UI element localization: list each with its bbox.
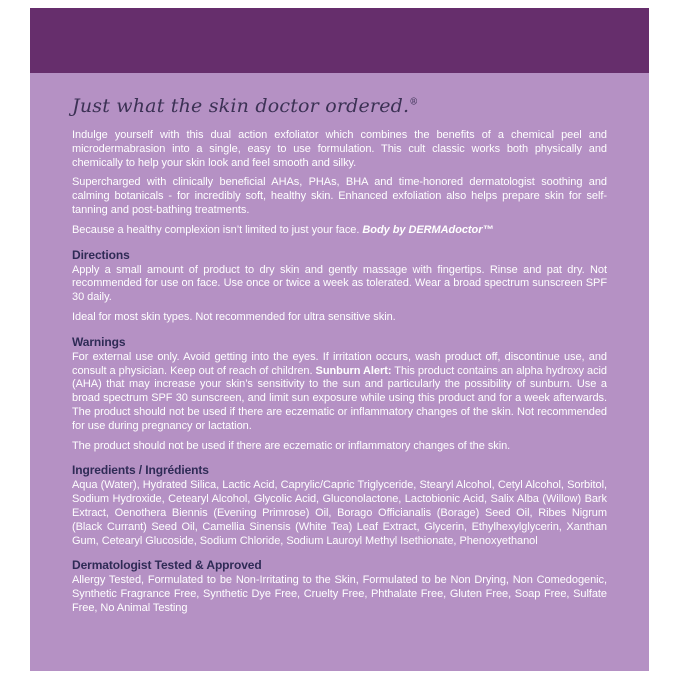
top-band bbox=[30, 8, 649, 73]
ingredients-list: Aqua (Water), Hydrated Silica, Lactic Acid, Caprylic/Capric Triglyceride, Stearyl Alcohol, Cetyl Alcohol, Sorbitol, Sodium Hydroxide, Cetearyl Alcohol, Glycolic Acid, Gluconolactone, Lactobionic Acid, Salix Alba (Willow) Bark Extract, Oenothera Biennis (Evening Primrose) Oil, Borago Officianalis (Borage) Seed Oil, Ribes Nigrum (Black Currant) Seed Oil, Camellia Sinensis (White Tea) Leaf Extract, Glycerin, Ethylhexylglycerin, Xanthan Gum, Cetearyl Glucoside, Sodium Chloride, Sodium Lauroyl Methyl Isethionate, Phenoxyethanol bbox=[72, 479, 607, 547]
warnings-text-before-alert: For external use only. Avoid getting into the eyes. If irritation occurs, wash product off, discontinue use, and consult a physician. Keep out of reach of children. bbox=[72, 350, 607, 377]
brand-name: Body by DERMAdoctor™ bbox=[362, 223, 494, 236]
dermatologist-tested-heading: Dermatologist Tested & Approved bbox=[72, 558, 262, 573]
ingredients-heading: Ingredients / Ingrédients bbox=[72, 463, 209, 478]
warnings-extra-paragraph: The product should not be used if there are eczematic or inflammatory changes of the skin. bbox=[72, 439, 511, 452]
registered-trademark-symbol: ® bbox=[409, 97, 419, 108]
directions-heading: Directions bbox=[72, 247, 130, 262]
label-panel bbox=[30, 73, 649, 671]
tagline-text: Just what the skin doctor ordered. bbox=[72, 95, 410, 117]
intro-paragraph-1: Indulge yourself with this dual action exfoliator which combines the benefits of a chemical peel and microdermabrasion into a single, easy to use formulation. This cult classic works both physically and chemically to help your skin look and feel smooth and silky. bbox=[72, 129, 607, 169]
directions-paragraph-2: Ideal for most skin types. Not recommended for ultra sensitive skin. bbox=[72, 310, 396, 323]
warnings-heading: Warnings bbox=[72, 334, 126, 349]
brand-line bbox=[72, 224, 607, 238]
dermatologist-tested-claims: Allergy Tested, Formulated to be Non-Irritating to the Skin, Formulated to be Non Drying, Non Comedogenic, Synthetic Fragrance Free, Synthetic Dye Free, Cruelty Free, Phthalate Free, Gluten Free, Soap Free, Sulfate Free, No Animal Testing bbox=[72, 574, 607, 614]
tagline bbox=[72, 95, 607, 117]
warnings-paragraph bbox=[72, 351, 607, 434]
brand-line-text: Because a healthy complexion isn’t limited to just your face. bbox=[72, 223, 363, 236]
directions-paragraph-1: Apply a small amount of product to dry skin and gently massage with fingertips. Rinse and pat dry. Not recommended for use on face. Use once or twice a week as tolerated. Wear a broad spectrum sunscreen SPF 30 daily. bbox=[72, 263, 607, 304]
sunburn-alert-label: Sunburn Alert: bbox=[315, 364, 392, 377]
intro-paragraph-2: Supercharged with clinically beneficial AHAs, PHAs, BHA and time-honored dermatologist soothing and calming botanicals - for incredibly soft, healthy skin. Enhanced exfoliation also helps prepare skin for self-tanning and post-bathing treatments. bbox=[72, 176, 607, 216]
warnings-text-after-alert: This product contains an alpha hydroxy acid (AHA) that may increase your skin’s sensitivity to the sun and particularly the possibility of sunburn. Use a broad spectrum SPF 30 sunscreen, and limit sun exposure while using this product and for a week afterwards. The product should not be used if there are eczematic or inflammatory changes of the skin. Not recommended for use during pregnancy or lactation. bbox=[72, 364, 607, 432]
